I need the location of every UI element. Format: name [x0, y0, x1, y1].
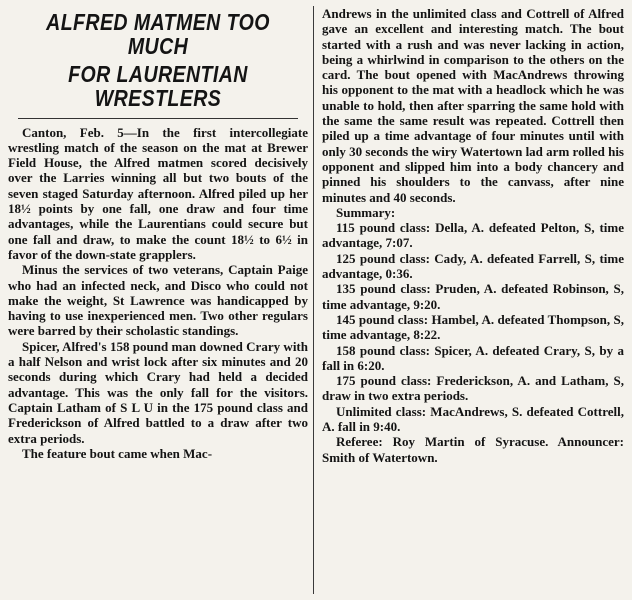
article-paragraph: Minus the services of two veterans, Captain Paige who had an infected neck, and Disco who could not make the weight, St Lawrence was handicapped by having to use inexperienced men. Two other regulars were barred by their scholastic standings.	[8, 262, 308, 339]
right-column	[322, 0, 624, 465]
summary-title: Summary:	[336, 204, 396, 220]
summary-line: 175 pound class: Frederickson, A. and Latham, S, draw in two extra periods.	[322, 373, 624, 404]
article-body-right	[322, 6, 624, 465]
article-paragraph: Spicer, Alfred's 158 pound man downed Crary with a half Nelson and wrist lock after six minutes and 20 seconds during which Crary had held a decided advantage. This was the only fall for the visitors. Captain Latham of S L U in the 175 pound class and Frederickson of Alfred battled to a draw after two extra periods.	[8, 338, 308, 446]
summary-line: 145 pound class: Hambel, A. defeated Thompson, S, time advantage, 8:22.	[322, 311, 624, 343]
headline	[8, 10, 308, 111]
article-paragraph: Canton, Feb. 5—In the first intercollegiate wrestling match of the season on the mat at Brewer Field House, the Alfred matmen scored decisively over the Larries winning all but two bouts of the seven staged Saturday afternoon. Alfred piled up her 18½ points by one fall, one draw and four time advantages, while the Laurentians could secure but one fall and draw, to make the count 18½ to 6½ in favor of the down-state grapplers.	[8, 124, 308, 262]
left-column	[8, 0, 308, 461]
summary-line: 135 pound class: Pruden, A. defeated Robinson, S, time advantage, 9:20.	[322, 281, 624, 312]
summary-line: Referee: Roy Martin of Syracuse. Announcer: Smith of Watertown.	[322, 434, 624, 465]
summary-line: Unlimited class: MacAndrews, S. defeated Cottrell, A. fall in 9:40.	[322, 403, 624, 435]
headline-line-1: ALFRED MATMEN TOO MUCH	[46, 9, 270, 60]
article-body-left	[8, 125, 308, 462]
summary-line: 115 pound class: Della, A. defeated Pelton, S, time advantage, 7:07.	[322, 220, 624, 251]
headline-line-2: FOR LAURENTIAN WRESTLERS	[68, 61, 248, 112]
article-continuation: Andrews in the unlimited class and Cottrell of Alfred gave an excellent and interesting match. The bout started with a rush and was never lacking in action, being a whirlwind in comparison to the others on the card. The bout opened with MacAndrews throwing his opponent to the mat with a headlock which he was unable to hold, then after sparring the same hold with the same the same result was repeated. Cottrell then piled up a time advantage of four minutes until with only 30 seconds the wiry Watertown lad arm rolled his opponent and slipped him into a body chancery and pinned his shoulders to the canvass, after nine minutes and 40 seconds.	[322, 6, 624, 205]
summary-line: 125 pound class: Cady, A. defeated Farrell, S, time advantage, 0:36.	[322, 250, 624, 282]
article-paragraph: The feature bout came when Mac-	[22, 445, 213, 461]
summary-line: 158 pound class: Spicer, A. defeated Crary, S, by a fall in 6:20.	[322, 342, 624, 373]
headline-rule	[18, 118, 298, 119]
column-divider	[313, 6, 314, 594]
